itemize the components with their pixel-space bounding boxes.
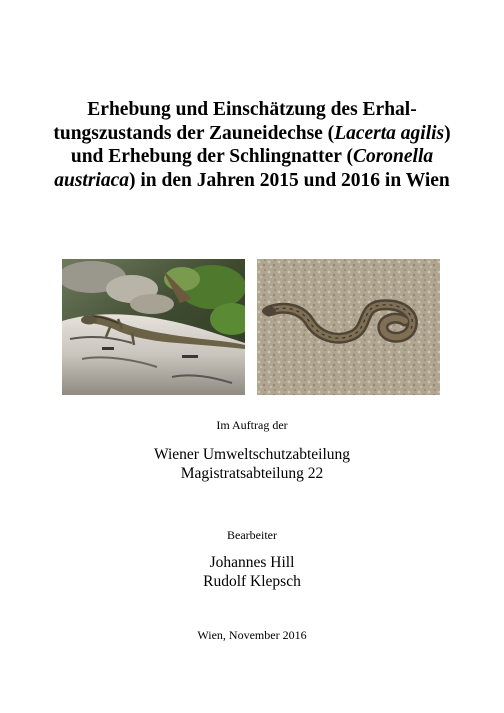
document-title <box>52 98 452 192</box>
smooth-snake-photo <box>257 259 440 395</box>
client-department: Magistratsabteilung 22 <box>180 465 324 482</box>
authors-label: Bearbeiter <box>227 528 277 542</box>
title-species-coronella: Coronella austriaca <box>54 146 434 191</box>
title-text-1: Erhebung und Einschätzung des Erhal-tungszustands der Zauneidechse ( <box>53 99 417 144</box>
place-date: Wien, November 2016 <box>197 628 307 642</box>
title-text-3: ) in den Jahren 2015 und 2016 in Wien <box>129 169 450 191</box>
author-2: Rudolf Klepsch <box>203 573 301 590</box>
title-text-2: ) und Erhebung der Schlingnatter ( <box>70 122 451 167</box>
client-name: Wiener Umweltschutzabteilung <box>153 446 351 463</box>
title-species-lacerta: Lacerta agilis <box>334 122 445 144</box>
author-1: Johannes Hill <box>209 554 295 571</box>
commission-label: Im Auftrag der <box>216 418 288 432</box>
sand-lizard-photo <box>62 259 245 395</box>
